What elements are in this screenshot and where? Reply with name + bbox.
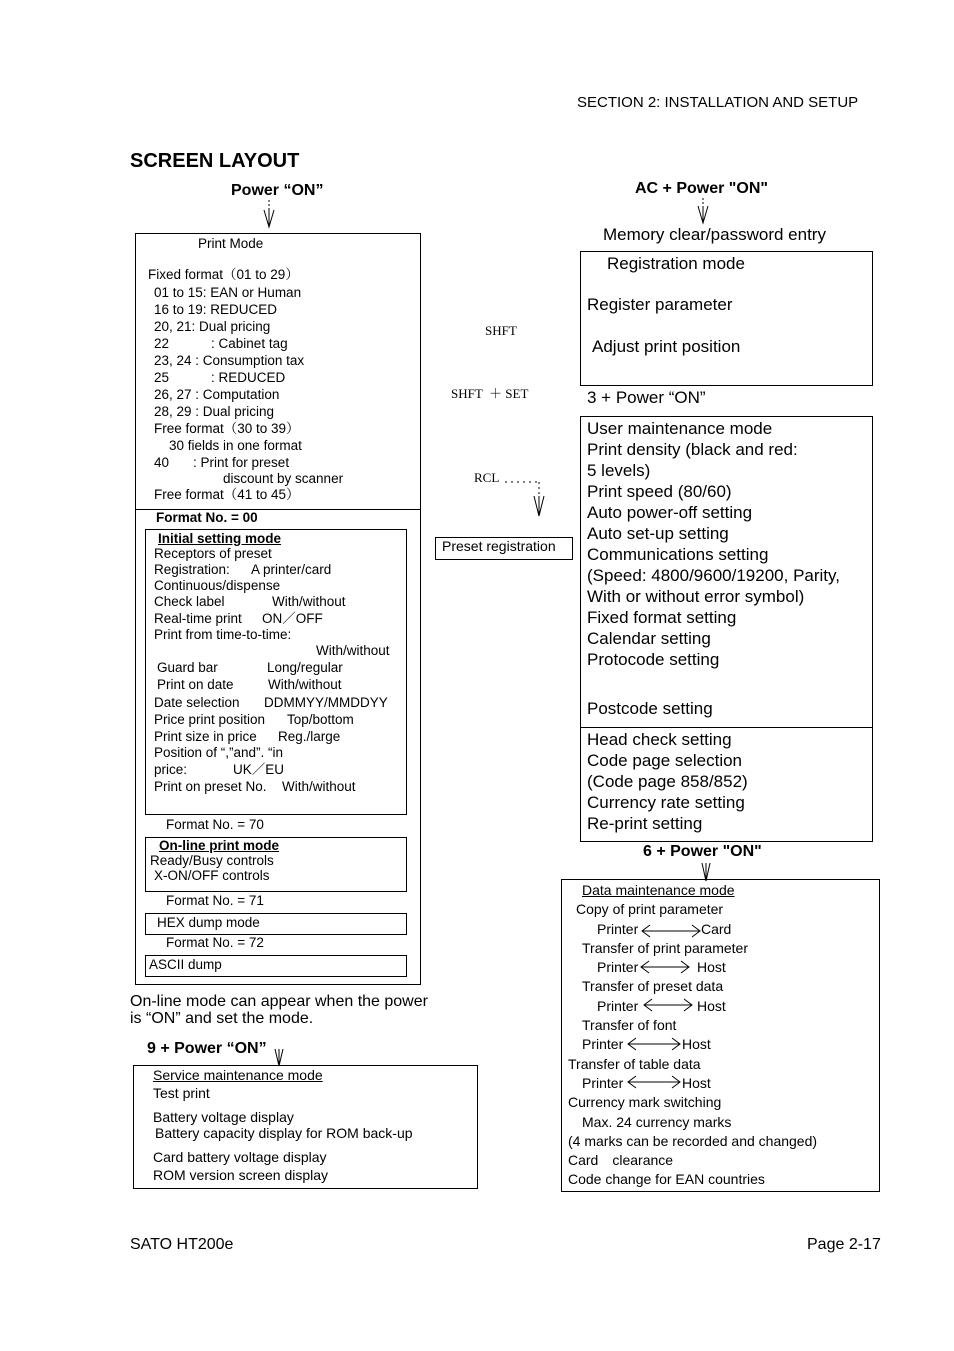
list-item: Copy of print parameter xyxy=(576,901,724,917)
list-item: Code page selection xyxy=(587,751,743,770)
list-item: Guard bar Long/regular xyxy=(157,660,343,675)
list-item: Transfer of table data xyxy=(568,1056,701,1072)
list-item: Print speed (80/60) xyxy=(587,482,732,501)
list-item: Printer xyxy=(597,998,639,1014)
list-item: Head check setting xyxy=(587,730,732,749)
list-item: Card xyxy=(701,921,732,937)
bidirectional-arrow-icon xyxy=(642,925,702,937)
list-item: (Speed: 4800/9600/19200, Parity, xyxy=(587,566,840,585)
list-item: (4 marks can be recorded and changed) xyxy=(568,1133,818,1149)
power-9-label: 9 + Power “ON” xyxy=(147,1040,267,1057)
list-item: Code change for EAN countries xyxy=(568,1171,765,1187)
fixed-format-label: Fixed format（01 to 29） xyxy=(148,267,299,282)
list-item: 22 : Cabinet tag xyxy=(154,336,288,351)
list-item: Printer xyxy=(597,959,639,975)
list-item: Protocode setting xyxy=(587,650,720,669)
preset-registration-label: Preset registration xyxy=(442,538,556,554)
list-item: price: UK／EU xyxy=(154,762,285,777)
list-item: Battery capacity display for ROM back-up xyxy=(155,1125,413,1141)
bidirectional-arrow-icon xyxy=(628,1038,682,1050)
list-item: Host xyxy=(682,1036,711,1052)
online-mode-title: On-line print mode xyxy=(159,838,279,853)
list-item: Auto set-up setting xyxy=(587,524,729,543)
ac-power-label: AC + Power "ON" xyxy=(635,180,768,197)
memory-clear-label: Memory clear/password entry xyxy=(603,225,826,244)
list-item: Check label With/without xyxy=(154,594,346,609)
user-maintenance-list xyxy=(587,418,840,670)
divider xyxy=(581,727,872,728)
list-item: 28, 29 : Dual pricing xyxy=(154,404,275,419)
list-item: Free format（30 to 39） xyxy=(154,421,300,436)
format-00-label: Format No. = 00 xyxy=(156,510,258,525)
bidirectional-arrow-icon xyxy=(628,1076,682,1088)
list-item: Receptors of preset xyxy=(154,546,272,561)
list-item: Printer xyxy=(582,1075,624,1091)
registration-title: Registration mode xyxy=(607,254,745,273)
shft-set-key-label: SHFT ＋ SET xyxy=(451,386,529,401)
list-item: Ready/Busy controls xyxy=(150,853,274,868)
online-note: On-line mode can appear when the power is “ON” and set the mode. xyxy=(130,993,428,1027)
list-item: Card clearance xyxy=(568,1152,674,1168)
list-item: Auto power-off setting xyxy=(587,503,753,522)
power-3-label: 3 + Power “ON” xyxy=(587,388,706,407)
section-header: SECTION 2: INSTALLATION AND SETUP xyxy=(577,94,859,111)
list-item: 16 to 19: REDUCED xyxy=(154,302,278,317)
list-item: (Code page 858/852) xyxy=(587,772,748,791)
list-item: Max. 24 currency marks xyxy=(582,1114,732,1130)
list-item: 26, 27 : Computation xyxy=(154,387,280,402)
list-item: Register parameter xyxy=(587,295,733,314)
print-mode-list xyxy=(154,284,343,503)
list-item: Print size in price Reg./large xyxy=(154,729,341,744)
power-on-label: Power “ON” xyxy=(231,182,324,199)
list-item: discount by scanner xyxy=(223,471,344,486)
shft-key-label: SHFT xyxy=(485,323,517,338)
list-item: Calendar setting xyxy=(587,629,711,648)
power-6-label: 6 + Power "ON" xyxy=(643,843,762,860)
ascii-dump-label: ASCII dump xyxy=(149,957,222,972)
list-item: Currency rate setting xyxy=(587,793,745,812)
hex-dump-label: HEX dump mode xyxy=(157,915,260,930)
list-item: Print on preset No. With/without xyxy=(154,779,356,794)
down-arrow-icon xyxy=(505,478,545,520)
list-item: Re-print setting xyxy=(587,814,703,833)
list-item: 5 levels) xyxy=(587,461,651,480)
list-item: Adjust print position xyxy=(592,337,741,356)
postcode-setting: Postcode setting xyxy=(587,699,713,718)
format-70-label: Format No. = 70 xyxy=(166,817,264,832)
list-item: Card battery voltage display xyxy=(153,1149,327,1165)
footer-left: SATO HT200e xyxy=(130,1236,234,1253)
list-item: Host xyxy=(697,998,726,1014)
list-item: 20, 21: Dual pricing xyxy=(154,319,271,334)
list-item: Date selection DDMMYY/MMDDYY xyxy=(154,695,388,710)
list-item: Transfer of font xyxy=(582,1017,677,1033)
list-item: Host xyxy=(697,959,726,975)
list-item: Continuous/dispense xyxy=(154,578,281,593)
list-item: Fixed format setting xyxy=(587,608,737,627)
list-item: Price print position Top/bottom xyxy=(154,712,354,727)
list-item: Print from time-to-time: xyxy=(154,627,292,642)
print-mode-title: Print Mode xyxy=(198,236,264,251)
list-item: 01 to 15: EAN or Human xyxy=(154,285,302,300)
bidirectional-arrow-icon xyxy=(641,961,691,973)
down-arrow-icon xyxy=(696,198,710,226)
list-item: With or without error symbol) xyxy=(587,587,805,606)
list-item: X-ON/OFF controls xyxy=(154,868,270,883)
service-title: Service maintenance mode xyxy=(153,1067,323,1083)
bidirectional-arrow-icon xyxy=(644,999,694,1011)
list-item: ROM version screen display xyxy=(153,1167,329,1183)
list-item: Transfer of print parameter xyxy=(582,940,748,956)
list-item: Free format（41 to 45） xyxy=(154,487,300,502)
page-title: SCREEN LAYOUT xyxy=(130,150,300,172)
list-item: Test print xyxy=(153,1085,210,1101)
list-item: User maintenance mode xyxy=(587,419,773,438)
list-item: Position of “,”and”. “in xyxy=(154,745,284,760)
list-item: Battery voltage display xyxy=(153,1109,294,1125)
format-71-label: Format No. = 71 xyxy=(166,893,264,908)
down-arrow-icon xyxy=(262,200,276,230)
list-item: Print on date With/without xyxy=(157,677,342,692)
list-item: Host xyxy=(682,1075,711,1091)
footer-page-number: Page 2-17 xyxy=(807,1236,881,1253)
list-item: Real-time print ON／OFF xyxy=(154,611,323,626)
list-item: 23, 24 : Consumption tax xyxy=(154,353,305,368)
user-maintenance-list-2 xyxy=(587,729,748,834)
format-72-label: Format No. = 72 xyxy=(166,935,264,950)
initial-setting-title: Initial setting mode xyxy=(158,531,282,546)
list-item: Printer xyxy=(582,1036,624,1052)
list-item: With/without xyxy=(316,643,390,658)
initial-setting-list xyxy=(154,545,404,795)
rcl-key-label: RCL xyxy=(474,470,500,485)
list-item: Currency mark switching xyxy=(568,1094,722,1110)
list-item: 40 : Print for preset xyxy=(154,455,290,470)
list-item: 30 fields in one format xyxy=(169,438,302,453)
list-item: Registration: A printer/card xyxy=(154,562,332,577)
list-item: 25 : REDUCED xyxy=(154,370,286,385)
list-item: Transfer of preset data xyxy=(582,978,724,994)
list-item: Print density (black and red: xyxy=(587,440,798,459)
data-maintenance-title: Data maintenance mode xyxy=(582,882,735,898)
list-item: Printer xyxy=(597,921,639,937)
list-item: Communications setting xyxy=(587,545,769,564)
